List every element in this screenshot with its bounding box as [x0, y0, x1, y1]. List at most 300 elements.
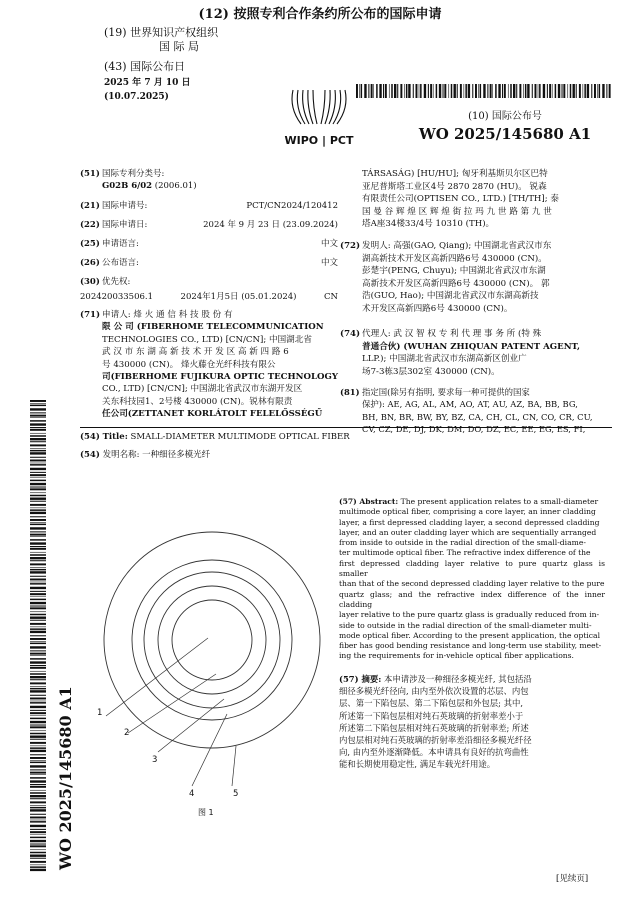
barcode-bar — [30, 865, 46, 866]
field-label: 发明名称: — [102, 450, 140, 460]
barcode-bar — [30, 435, 46, 437]
barcode-bar — [30, 760, 46, 761]
barcode-bar — [597, 84, 598, 98]
barcode-bar — [30, 487, 46, 488]
inventor-line: 术开发区高新四路6号 430000 (CN)。 — [362, 303, 513, 314]
barcode-bar — [30, 852, 46, 854]
barcode-bar — [539, 84, 541, 98]
barcode-bar — [30, 757, 46, 759]
barcode-bar — [30, 646, 46, 648]
barcode-bar — [30, 509, 46, 511]
field-code: (21) — [80, 201, 100, 211]
barcode-bar — [379, 84, 381, 98]
barcode-bar — [30, 569, 46, 571]
barcode-bar — [433, 84, 434, 98]
barcode-bar — [30, 576, 46, 577]
field-label: 公布语言: — [102, 258, 139, 268]
barcode-bar — [460, 84, 462, 98]
barcode-bar — [30, 628, 46, 630]
barcode-bar — [420, 84, 422, 98]
figure-label-1: 1 — [97, 708, 103, 718]
field-code: (51) — [80, 169, 100, 179]
barcode-bar — [30, 508, 46, 509]
barcode-bar — [356, 84, 358, 98]
field-code: (22) — [80, 220, 100, 230]
barcode-bar — [30, 423, 46, 425]
barcode-bar — [30, 686, 46, 687]
barcode-bar — [30, 742, 46, 744]
field-code: (54) — [80, 450, 100, 460]
publication-number-block — [400, 110, 610, 144]
barcode-bar — [576, 84, 577, 98]
barcode-bar — [483, 84, 485, 98]
barcode-bar — [30, 403, 46, 404]
barcode-bar — [408, 84, 410, 98]
barcode-bar — [30, 460, 46, 462]
publication-language: 中文 — [320, 258, 338, 268]
barcode-bar — [30, 801, 46, 803]
filing-language: 中文 — [320, 239, 338, 249]
barcode-bar — [547, 84, 548, 98]
abstract-line: layer relative to the pure quartz glass is gradually reduced from in- — [339, 610, 600, 620]
barcode-bar — [30, 772, 46, 774]
barcode-bar — [30, 866, 46, 868]
applicant-line: 任公司(ZETTANET KORLÁTOLT FELELŐSSÉGŰ — [102, 409, 323, 420]
classification-field — [80, 168, 338, 192]
barcode-bar — [424, 84, 426, 98]
abstract-line: mode optical fiber. According to the present application, the optical — [339, 630, 601, 640]
barcode-bar — [30, 784, 46, 785]
barcode-bar — [30, 641, 46, 642]
barcode-bar — [30, 516, 46, 517]
barcode-bar — [30, 698, 46, 700]
wipo-pct-logo — [271, 84, 367, 152]
barcode-bar — [30, 614, 46, 616]
barcode-bar — [30, 671, 46, 672]
barcode-bar — [397, 84, 398, 98]
barcode-bar — [567, 84, 568, 98]
figure-caption: 图 1 — [198, 808, 214, 817]
barcode-bar — [478, 84, 479, 98]
side-publication-number: WO 2025/145680 A1 — [56, 686, 75, 870]
barcode-bar — [30, 548, 46, 550]
publication-number-label: (10) 国际公布号 — [468, 111, 542, 122]
first-depressed-cladding-circle — [144, 572, 280, 708]
barcode-bar — [30, 623, 46, 625]
barcode-bar — [30, 464, 46, 466]
barcode-bar — [30, 617, 46, 619]
barcode-bar — [30, 536, 46, 537]
barcode-bar — [492, 84, 493, 98]
barcode-bar — [30, 552, 46, 553]
applicant-line: 武 汉 市 东 湖 高 新 技 术 开 发 区 高 新 四 路 6 — [102, 347, 289, 358]
barcode-bar — [579, 84, 581, 98]
barcode-bar — [359, 84, 360, 98]
applicant-line: 号 430000 (CN)。 烽火藤仓光纤科技有限公 — [102, 359, 276, 370]
barcode-bar — [30, 690, 46, 692]
barcode-bar — [487, 84, 488, 98]
barcode-bar — [475, 84, 477, 98]
barcode-bar — [30, 635, 46, 636]
barcode-bar — [30, 721, 46, 723]
agent-line: LLP.); 中国湖北省武汉市东湖高新区创业广 — [362, 354, 527, 365]
barcode-bar — [30, 643, 46, 645]
barcode-bar — [371, 84, 373, 98]
barcode-bar — [519, 84, 521, 98]
barcode-bar — [428, 84, 429, 98]
inventor-line: 高新技术开发区高新四路6号 430000 (CN)。 郭 — [362, 278, 550, 289]
barcode-bar — [30, 512, 46, 514]
barcode-bar — [30, 710, 46, 711]
barcode-bar — [406, 84, 408, 98]
figure-label-5: 5 — [233, 789, 239, 799]
barcode-bar — [558, 84, 560, 98]
abstract-label: (57) Abstract: — [339, 497, 399, 506]
leader-line-4 — [192, 714, 227, 786]
barcode-bar — [508, 84, 509, 98]
barcode-bar — [30, 563, 46, 565]
barcode-bar — [30, 780, 46, 782]
inventor-line: 湖高新技术开发区高新四路6号 430000 (CN)。 — [362, 253, 547, 264]
barcode-bar — [30, 417, 46, 418]
barcode-bar — [30, 492, 46, 493]
abstract-line: 所述第二下陷包层相对纯石英玻璃的折射率差; 所述 — [339, 722, 529, 733]
barcode-bar — [30, 829, 46, 830]
ipc-date: (2006.01) — [154, 181, 197, 191]
barcode-bar — [30, 682, 46, 684]
leader-line-1 — [106, 638, 208, 716]
agent-line: 代理人: 武 汉 智 权 专 利 代 理 事 务 所 (特 殊 — [362, 329, 542, 339]
barcode-side — [30, 400, 46, 870]
barcode-bar — [504, 84, 506, 98]
barcode-bar — [30, 869, 46, 871]
barcode-bar — [30, 679, 46, 680]
title-english-value: SMALL-DIAMETER MULTIMODE OPTICAL FIBER — [130, 432, 350, 442]
abstract-line: first depressed cladding layer relative to pure quartz glass is smaller — [339, 558, 605, 579]
barcode-bar — [562, 84, 563, 98]
applicant-line: TÁRSASÁG) [HU/HU]; 匈牙利基斯贝尔区巴特 — [362, 169, 548, 179]
states-line: BH, BN, BR, BW, BY, BZ, CA, CH, CL, CN, CO, CR, CU, — [362, 411, 593, 422]
barcode-bar — [30, 483, 46, 485]
barcode-bar — [383, 84, 384, 98]
barcode-bar — [30, 567, 46, 568]
barcode-bar — [30, 534, 46, 536]
figure-label-4: 4 — [189, 789, 195, 799]
organization-name: (19) 世界知识产权组织 — [104, 26, 219, 39]
barcode-bar — [30, 504, 46, 506]
barcode-bar — [30, 702, 46, 704]
barcode-bar — [30, 845, 46, 847]
barcode-bar — [498, 84, 500, 98]
barcode-bar — [30, 554, 46, 556]
barcode-bar — [30, 606, 46, 607]
barcode-bar — [30, 730, 46, 731]
barcode-bar — [583, 84, 584, 98]
barcode-bar — [30, 472, 46, 473]
barcode-bar — [30, 546, 46, 547]
barcode-bar — [30, 408, 46, 410]
abstract-line: side to outside in the radial direction of the small-diameter multi- — [339, 620, 592, 630]
filing-date-field — [80, 219, 338, 231]
abstract-line: 向, 由内至外逐渐降低。本申请具有良好的抗弯曲性 — [339, 747, 529, 758]
barcode-bar — [549, 84, 551, 98]
barcode-bar — [30, 477, 46, 478]
inventor-line: 浩(GUO, Hao); 中国湖北省武汉市东湖高新技 — [362, 291, 539, 302]
barcode-bar — [490, 84, 492, 98]
barcode-bar — [30, 587, 46, 589]
field-code: (26) — [80, 258, 100, 268]
barcode-bar — [495, 84, 497, 98]
barcode-bar — [30, 795, 46, 797]
applicant-line: 国 曼 谷 辉 煌 区 辉 煌 街 拉 玛 九 世 路 第 九 世 — [362, 206, 552, 217]
barcode-bar — [30, 620, 46, 621]
barcode-bar — [30, 725, 46, 726]
barcode-bar — [609, 84, 611, 98]
inner-cladding-circle — [158, 586, 266, 694]
publication-language-field — [80, 257, 338, 269]
barcode-bar — [30, 441, 46, 442]
barcode-bar — [373, 84, 374, 98]
application-number-field — [80, 200, 338, 212]
barcode-bar — [30, 667, 46, 669]
barcode-bar — [30, 655, 46, 656]
abstract-line: layer, a first depressed cladding layer, a second depressed cladding — [339, 517, 600, 527]
barcode-bar — [30, 527, 46, 529]
barcode-bar — [419, 84, 420, 98]
barcode-bar — [30, 474, 46, 476]
abstract-line: 所述第一下陷包层相对纯石英玻璃的折射率差小于 — [339, 710, 524, 721]
abstract-line: 能和长期使用稳定性, 满足车载光纤用途。 — [339, 759, 496, 770]
outer-cladding-circle — [104, 532, 320, 748]
barcode-bar — [30, 718, 46, 720]
abstract-line: 内包层相对纯石英玻璃的折射率差沿细径多模光纤径 — [339, 735, 532, 746]
field-label: 国际申请号: — [102, 201, 148, 211]
barcode-bar — [468, 84, 470, 98]
barcode-bar — [30, 400, 46, 402]
barcode-bar — [30, 463, 46, 464]
barcode-bar — [376, 84, 378, 98]
inventor-field — [340, 240, 608, 316]
inventor-line: 彭楚宇(PENG, Chuyu); 中国湖北省武汉市东湖 — [362, 266, 546, 277]
publication-date: 2025 年 7 月 10 日 (10.07.2025) — [104, 78, 191, 102]
barcode-bar — [30, 415, 46, 417]
barcode-bar — [30, 821, 46, 823]
barcode-bar — [480, 84, 482, 98]
field-label: 优先权: — [102, 277, 131, 287]
barcode-bar — [30, 599, 46, 601]
states-line: CV, CZ, DE, DJ, DK, DM, DO, DZ, EC, EE, EG, ES, FI, — [362, 424, 586, 435]
abstract-line: 层、第一下陷包层、第二下陷包层和外包层; 其中, — [339, 698, 524, 709]
barcode-bar — [525, 84, 527, 98]
leader-line-2 — [128, 674, 216, 733]
abstract-line: The present application relates to a small-diameter — [400, 497, 599, 506]
barcode-bar — [30, 739, 46, 740]
barcode-bar — [30, 450, 46, 452]
barcode-bar — [30, 542, 46, 544]
abstract-line: fiber has good bending resistance and long-term use stability, meet- — [339, 641, 602, 651]
barcode-bar — [30, 765, 46, 767]
barcode-bar — [30, 858, 46, 859]
barcode-bar — [30, 774, 46, 775]
leader-line-5 — [232, 746, 236, 786]
barcode-bar — [30, 495, 46, 497]
barcode-bar — [30, 531, 46, 532]
figure-label-3: 3 — [152, 755, 158, 765]
field-label: Title: — [102, 432, 128, 442]
barcode-bar — [30, 736, 46, 738]
international-bureau: 国 际 局 — [159, 40, 199, 53]
barcode-bar — [30, 602, 46, 604]
barcode-bar — [535, 84, 537, 98]
barcode-top — [356, 84, 610, 98]
barcode-bar — [30, 596, 46, 597]
barcode-bar — [30, 524, 46, 526]
barcode-bar — [30, 688, 46, 690]
abstract-line: ter multimode optical fiber. The refractive index difference of the — [339, 548, 591, 558]
barcode-bar — [30, 814, 46, 815]
barcode-bar — [443, 84, 444, 98]
barcode-bar — [30, 457, 46, 458]
applicant-line: 塔A座34楼33/4号 10310 (TH)。 — [362, 219, 495, 230]
abstract-line: quartz glass; and the refractive index difference of the inner cladding — [339, 589, 605, 609]
designated-states-field — [340, 386, 608, 436]
barcode-bar — [538, 84, 539, 98]
ipc-code: G02B 6/02 — [102, 181, 153, 191]
barcode-bar — [451, 84, 453, 98]
barcode-bar — [454, 84, 456, 98]
abstract-line: multimode optical fiber, comprising a core layer, an inner cladding — [339, 507, 596, 517]
abstract-line: layer, and an outer cladding layer which are sequentially arranged — [339, 527, 597, 537]
barcode-bar — [30, 849, 46, 850]
barcode-bar — [552, 84, 553, 98]
barcode-bar — [404, 84, 405, 98]
barcode-bar — [602, 84, 604, 98]
agent-field — [340, 328, 608, 378]
barcode-bar — [30, 855, 46, 857]
application-number: PCT/CN2024/120412 — [246, 201, 338, 211]
barcode-bar — [30, 488, 46, 490]
barcode-bar — [394, 84, 396, 98]
applicant-line: TECHNOLOGIES CO., LTD) [CN/CN]; 中国湖北省 — [102, 334, 312, 345]
barcode-bar — [30, 665, 46, 666]
barcode-bar — [30, 631, 46, 633]
applicant-line: 有限责任公司(OPTISEN CO., LTD.) [TH/TH]; 泰 — [362, 194, 560, 205]
organization-block — [104, 26, 254, 104]
barcode-bar — [30, 726, 46, 728]
barcode-bar — [385, 84, 387, 98]
applicant-line: 限 公 司 (FIBERHOME TELECOMMUNICATION — [102, 322, 324, 333]
agent-line: 普通合伙) (WUHAN ZHIQUAN PATENT AGENT, — [362, 341, 580, 352]
field-code: (71) — [80, 310, 101, 320]
barcode-bar — [591, 84, 592, 98]
barcode-bar — [587, 84, 589, 98]
barcode-bar — [389, 84, 390, 98]
priority-date: 2024年1月5日 (05.01.2024) — [180, 292, 297, 302]
field-label: 国际专利分类号: — [102, 169, 165, 179]
barcode-bar — [391, 84, 393, 98]
barcode-bar — [502, 84, 503, 98]
barcode-bar — [30, 627, 46, 628]
abstract-line: from inside to outside in the radial direction of the small-diame- — [339, 538, 586, 548]
barcode-bar — [30, 733, 46, 735]
barcode-bar — [30, 658, 46, 660]
agent-line: 场7-3栋3层302室 430000 (CN)。 — [362, 366, 500, 377]
barcode-bar — [30, 650, 46, 651]
applicant-line: 关东科技园1、2号楼 430000 (CN)。锐林有限责 — [102, 396, 293, 407]
abstract-label: (57) 摘要: — [339, 674, 382, 684]
barcode-bar — [30, 676, 46, 678]
barcode-bar — [30, 844, 46, 845]
barcode-bar — [606, 84, 607, 98]
barcode-bar — [30, 661, 46, 663]
barcode-bar — [30, 571, 46, 573]
applicant-line: 申请人: 烽 火 通 信 科 技 股 份 有 — [102, 310, 233, 320]
barcode-bar — [30, 452, 46, 454]
barcode-bar — [30, 746, 46, 747]
barcode-bar — [30, 840, 46, 842]
barcode-bar — [30, 480, 46, 482]
barcode-bar — [30, 433, 46, 434]
barcode-bar — [30, 522, 46, 523]
barcode-bar — [30, 861, 46, 863]
document-title: (12) 按照专利合作条约所公布的国际申请 — [198, 7, 442, 22]
barcode-bar — [555, 84, 557, 98]
core-circle — [172, 600, 252, 680]
barcode-bar — [30, 438, 46, 440]
barcode-bar — [543, 84, 545, 98]
abstract-chinese — [339, 673, 605, 771]
barcode-bar — [465, 84, 467, 98]
barcode-bar — [30, 607, 46, 609]
applicant-field — [80, 309, 338, 421]
title-chinese — [80, 450, 210, 461]
barcode-bar — [30, 448, 46, 449]
barcode-bar — [30, 701, 46, 702]
continued-note: [见续页] — [556, 874, 589, 884]
barcode-bar — [413, 84, 414, 98]
field-label: 国际申请日: — [102, 220, 148, 230]
figure-label-2: 2 — [124, 728, 130, 738]
applicant-line: CO., LTD) [CN/CN]; 中国湖北省武汉市东湖开发区 — [102, 384, 303, 395]
barcode-bar — [30, 834, 46, 835]
barcode-bar — [30, 444, 46, 446]
barcode-bar — [532, 84, 533, 98]
barcode-bar — [30, 809, 46, 811]
barcode-bar — [30, 498, 46, 500]
barcode-bar — [30, 706, 46, 708]
barcode-bar — [30, 715, 46, 716]
barcode-bar — [30, 777, 46, 779]
barcode-bar — [30, 429, 46, 431]
barcode-bar — [527, 84, 529, 98]
barcode-bar — [30, 807, 46, 809]
barcode-bar — [30, 593, 46, 595]
barcode-bar — [30, 427, 46, 428]
barcode-bar — [513, 84, 515, 98]
barcode-bar — [563, 84, 565, 98]
barcode-bar — [436, 84, 438, 98]
barcode-bar — [30, 420, 46, 422]
barcode-bar — [30, 747, 46, 749]
states-line: 保护): AE, AG, AL, AM, AO, AT, AU, AZ, BA, BB, BG, — [362, 399, 578, 410]
priority-field — [80, 276, 338, 303]
applicant-line: 亚尼普斯塔工业区4号 2870 2870 (HU)。 锐森 — [362, 181, 547, 192]
barcode-bar — [368, 84, 369, 98]
title-english — [80, 432, 350, 443]
barcode-bar — [30, 638, 46, 640]
field-code: (25) — [80, 239, 100, 249]
field-code: (74) — [340, 329, 361, 339]
